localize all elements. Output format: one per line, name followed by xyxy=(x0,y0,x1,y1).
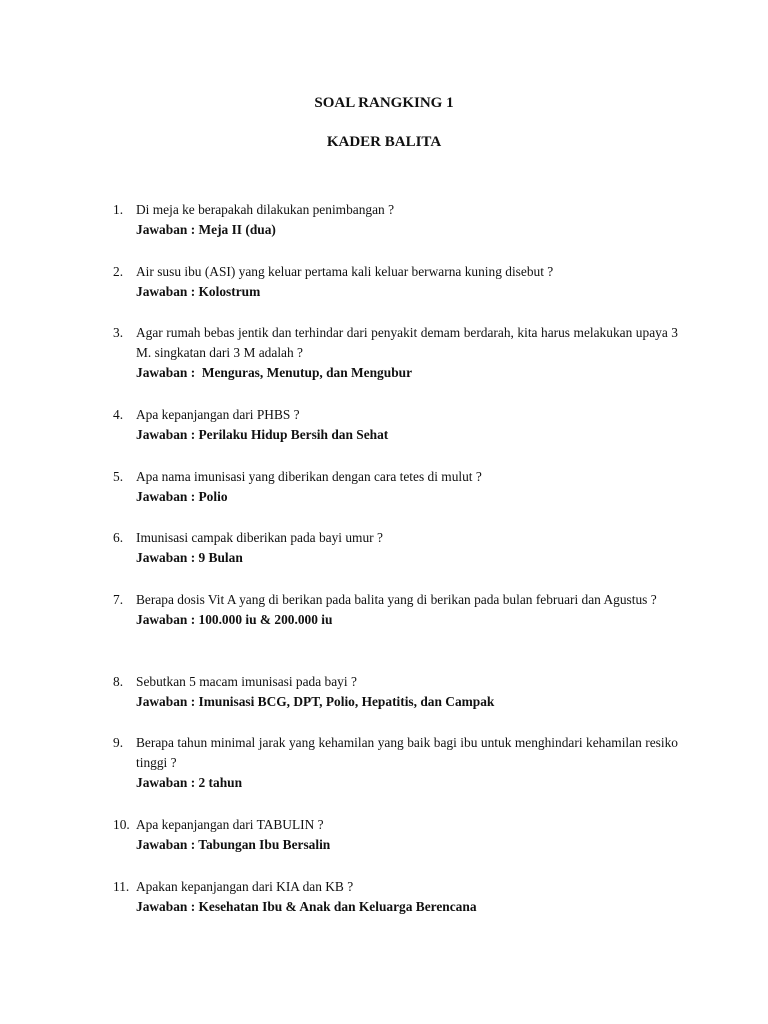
question-text: Air susu ibu (ASI) yang keluar pertama kali keluar berwarna kuning disebut ? xyxy=(136,264,554,279)
question-item xyxy=(113,590,678,630)
question-number: 3. xyxy=(113,325,124,340)
answer-text: Jawaban : Meja II (dua) xyxy=(136,222,276,237)
question-number: 7. xyxy=(113,592,124,607)
answer-text: Jawaban : Menguras, Menutup, dan Mengubur xyxy=(136,365,413,380)
question-text: Berapa dosis Vit A yang di berikan pada balita yang di berikan pada bulan februari dan Agustus ? xyxy=(136,592,657,607)
question-text: Apa nama imunisasi yang diberikan dengan cara tetes di mulut ? xyxy=(136,469,482,484)
question-item xyxy=(113,877,678,917)
question-item xyxy=(113,815,678,855)
question-number: 6. xyxy=(113,530,124,545)
question-item xyxy=(113,405,678,445)
question-item xyxy=(113,323,678,383)
question-number: 10. xyxy=(113,817,130,832)
question-number: 9. xyxy=(113,735,124,750)
question-number: 2. xyxy=(113,264,124,279)
answer-text: Jawaban : 2 tahun xyxy=(136,775,243,790)
answer-text: Jawaban : Tabungan Ibu Bersalin xyxy=(136,837,331,852)
question-item xyxy=(113,528,678,568)
question-item xyxy=(113,733,678,793)
question-number: 8. xyxy=(113,674,124,689)
question-text: Sebutkan 5 macam imunisasi pada bayi ? xyxy=(136,674,357,689)
answer-text: Jawaban : Kolostrum xyxy=(136,284,261,299)
document-title: SOAL RANGKING 1 xyxy=(314,95,454,111)
question-number: 4. xyxy=(113,407,124,422)
question-number: 11. xyxy=(113,879,130,894)
question-number: 1. xyxy=(113,202,124,217)
answer-text: Jawaban : Imunisasi BCG, DPT, Polio, Hepatitis, dan Campak xyxy=(136,694,495,709)
question-item xyxy=(113,262,678,302)
question-item xyxy=(113,200,678,240)
question-number: 5. xyxy=(113,469,124,484)
document-subtitle: KADER BALITA xyxy=(326,134,442,150)
question-text: Apakan kepanjangan dari KIA dan KB ? xyxy=(136,879,354,894)
question-item xyxy=(113,467,678,507)
question-item xyxy=(113,672,678,712)
question-text: Di meja ke berapakah dilakukan penimbangan ? xyxy=(136,202,395,217)
answer-text: Jawaban : 9 Bulan xyxy=(136,550,243,565)
question-text: Imunisasi campak diberikan pada bayi umur ? xyxy=(136,530,383,545)
question-text: Berapa tahun minimal jarak yang kehamilan yang baik bagi ibu untuk menghindari kehamilan resiko tinggi ? xyxy=(136,735,678,770)
question-text: Apa kepanjangan dari PHBS ? xyxy=(136,407,300,422)
answer-text: Jawaban : Perilaku Hidup Bersih dan Sehat xyxy=(136,427,389,442)
answer-text: Jawaban : 100.000 iu & 200.000 iu xyxy=(136,612,333,627)
question-text: Apa kepanjangan dari TABULIN ? xyxy=(136,817,324,832)
question-text: Agar rumah bebas jentik dan terhindar dari penyakit demam berdarah, kita harus melakukan upaya 3 M. singkatan dari 3 M adalah ? xyxy=(136,325,678,360)
answer-text: Jawaban : Kesehatan Ibu & Anak dan Keluarga Berencana xyxy=(136,899,477,914)
answer-text: Jawaban : Polio xyxy=(136,489,228,504)
